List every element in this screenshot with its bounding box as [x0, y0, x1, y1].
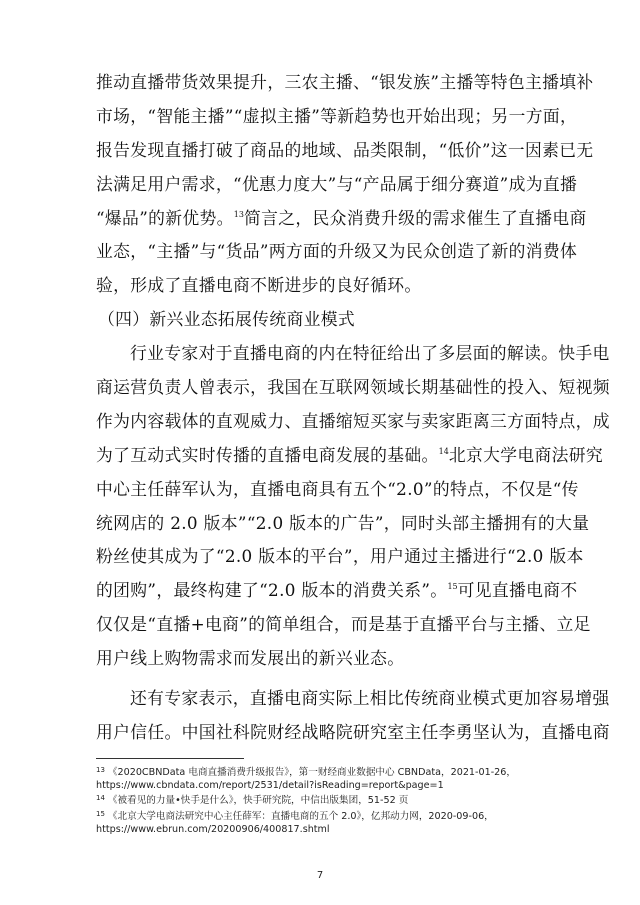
line-text: 简言之，民众消费升级的需求催生了直播电商 [243, 207, 587, 228]
body-text [96, 66, 610, 750]
section-heading: （四）新兴业态拓展传统商业模式 [98, 309, 355, 330]
footnote-number: 15 [96, 809, 105, 818]
paragraph-line: 粉丝使其成为了“2.0 版本的平台”，用户通过主播进行“2.0 版本 [96, 546, 584, 567]
paragraph-line: 市场，“智能主播”“虚拟主播”等新趋势也开始出现；另一方面， [96, 105, 578, 126]
footnote-13 [96, 764, 556, 779]
line-text: “爆品”的新优势。 [96, 207, 234, 228]
footnote-link[interactable]: https://www.ebrun.com/20200906/400817.shtml [96, 823, 330, 835]
footnote-text: 《2020CBNData 电商直播消费升级报告》，第一财经商业数据中心 CBNData，2021-01-26， [107, 767, 516, 778]
line-text: 北京大学电商法研究 [448, 444, 604, 465]
line-text: 为了互动式实时传播的直播电商发展的基础。 [96, 444, 439, 465]
footnote-ref-13[interactable]: 13 [233, 209, 244, 219]
paragraph-line: 还有专家表示，直播电商实际上相比传统商业模式更加容易增强 [130, 688, 610, 709]
footnote-number: 13 [96, 766, 105, 774]
footnote-text: 《被看见的力量•快手是什么》，快手研究院，中信出版集团，51-52 页 [107, 795, 409, 807]
footnote-14 [96, 792, 556, 807]
paragraph-line: 推动直播带货效果提升，三农主播、“银发族”主播等特色主播填补 [96, 72, 594, 92]
footnote-15 [96, 808, 556, 823]
paragraph-line: 中心主任薛军认为，直播电商具有五个“2.0”的特点，不仅是“传 [96, 478, 579, 499]
footnote-ref-14[interactable]: 14 [438, 446, 449, 456]
paragraph-line: 法满足用户需求，“优惠力度大”与“产品属于细分赛道”成为直播 [96, 173, 578, 194]
paragraph-line [96, 202, 587, 236]
paragraph-line: 统网店的 2.0 版本”“2.0 版本的广告”，同时头部主播拥有的大量 [96, 512, 590, 533]
footnote-15-url[interactable] [96, 823, 556, 836]
footnote-text: 《北京大学电商法研究中心主任薛军：直播电商的五个 2.0》，亿邦动力网，2020-09-06， [107, 810, 494, 822]
footnote-separator [96, 758, 244, 759]
paragraph-line: 用户信任。中国社科院财经战略院研究室主任李勇坚认为，直播电商 [96, 721, 610, 742]
paragraph-line [96, 439, 604, 473]
paragraph-line: 仅仅是“直播+电商”的简单组合，而是基于直播平台与主播、立足 [96, 614, 591, 635]
paragraph-line: 商运营负责人曾表示，我国在互联网领域长期基础性的投入、短视频 [96, 377, 610, 398]
paragraph-line: 行业专家对于直播电商的内在特征给出了多层面的解读。快手电 [130, 343, 610, 364]
paragraph-line: 报告发现直播打破了商品的地域、品类限制，“低价”这一因素已无 [96, 139, 594, 160]
footnote-ref-15[interactable]: 15 [447, 582, 458, 592]
page-number: 7 [316, 870, 324, 881]
footnote-13-url[interactable] [96, 779, 556, 792]
paragraph-line [96, 574, 578, 608]
line-text: 可见直播电商不 [457, 580, 578, 601]
paragraph-line: 用户线上购物需求而发展出的新兴业态。 [96, 648, 405, 669]
footnotes [96, 764, 556, 836]
paragraph-line: 业态，“主播”与“货品”两方面的升级又为民众创造了新的消费体 [96, 241, 578, 262]
paragraph-line: 验，形成了直播电商不断进步的良好循环。 [96, 275, 422, 296]
line-text: 的团购”，最终构建了“2.0 版本的消费关系”。 [96, 580, 448, 601]
footnote-link[interactable]: https://www.cbndata.com/report/2531/detail?isReading=report&page=1 [96, 780, 444, 792]
footnote-number: 14 [96, 794, 105, 803]
paragraph-line: 作为内容载体的直观威力、直播缩短买家与卖家距离三方面特点，成 [96, 410, 610, 431]
